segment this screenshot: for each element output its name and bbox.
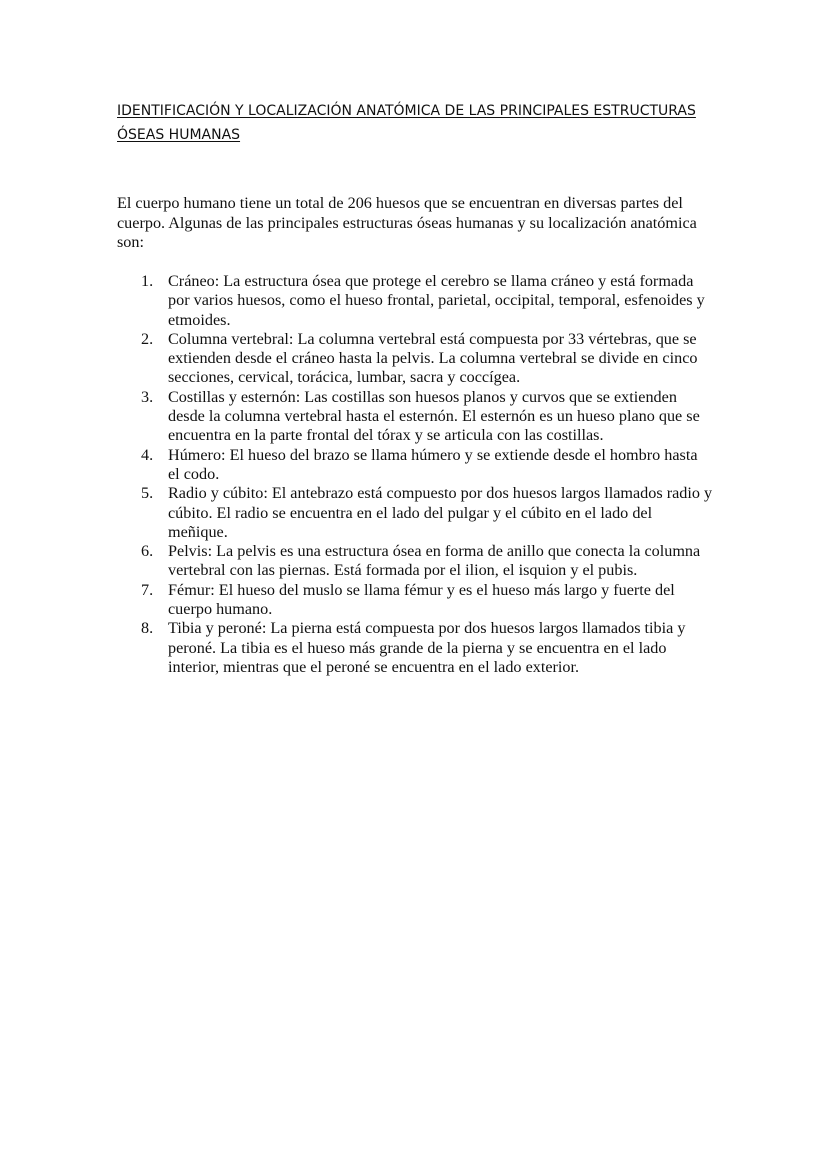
- list-item-number: 6.: [141, 542, 154, 561]
- list-item-humero: [141, 446, 713, 485]
- list-item-text: Tibia y peroné: La pierna está compuesta por dos huesos largos llamados tibia y peroné. La tibia es el hueso más grande de la pierna y se encuentra en el lado interior, mientras que el peroné se encuentra en el lado exterior.: [168, 619, 686, 676]
- list-item-text: Cráneo: La estructura ósea que protege el cerebro se llama cráneo y está formada por varios huesos, como el hueso frontal, parietal, occipital, temporal, esfenoides y etmoides.: [168, 272, 705, 329]
- list-item-text: Radio y cúbito: El antebrazo está compuesto por dos huesos largos llamados radio y cúbito. El radio se encuentra en el lado del pulgar y el cúbito en el lado del meñique.: [168, 484, 713, 541]
- list-item-radio-cubito: [141, 484, 713, 542]
- list-item-number: 5.: [141, 484, 154, 503]
- list-item-number: 4.: [141, 445, 154, 464]
- list-item-tibia-perone: [141, 619, 713, 677]
- list-item-number: 7.: [141, 580, 154, 599]
- list-item-number: 2.: [141, 329, 154, 348]
- list-item-craneo: [141, 272, 713, 330]
- list-item-text: Pelvis: La pelvis es una estructura ósea en forma de anillo que conecta la columna vertebral con las piernas. Está formada por el ilion, el isquion y el pubis.: [168, 542, 701, 580]
- bone-structure-list: [141, 272, 713, 677]
- list-item-pelvis: [141, 542, 713, 581]
- list-item-number: 8.: [141, 619, 154, 638]
- list-item-text: Fémur: El hueso del muslo se llama fémur y es el hueso más largo y fuerte del cuerpo humano.: [168, 580, 675, 619]
- list-item-number: 1.: [141, 272, 154, 290]
- list-item-text: Costillas y esternón: Las costillas son huesos planos y curvos que se extienden desde la columna vertebral hasta el esternón. El esternón es un hueso plano que se encuentra en la parte frontal del tórax y se articula con las costillas.: [168, 387, 700, 445]
- list-item-femur: [141, 581, 713, 620]
- intro-paragraph: El cuerpo humano tiene un total de 206 huesos que se encuentran en diversas partes del cuerpo. Algunas de las principales estructuras óseas humanas y su localización anatómica son:: [117, 194, 697, 251]
- list-item-text: Columna vertebral: La columna vertebral está compuesta por 33 vértebras, que se extienden desde el cráneo hasta la pelvis. La columna vertebral se divide en cinco secciones, cervical, torácica, lumbar, sacra y coccígea.: [168, 329, 698, 387]
- list-item-costillas-esternon: [141, 388, 713, 446]
- list-item-text: Húmero: El hueso del brazo se llama húmero y se extiende desde el hombro hasta el codo.: [168, 445, 698, 483]
- list-item-columna-vertebral: [141, 330, 713, 388]
- document-title: IDENTIFICACIÓN Y LOCALIZACIÓN ANATÓMICA DE LAS PRINCIPALES ESTRUCTURAS ÓSEAS HUMANAS: [117, 103, 696, 143]
- list-item-number: 3.: [141, 387, 154, 406]
